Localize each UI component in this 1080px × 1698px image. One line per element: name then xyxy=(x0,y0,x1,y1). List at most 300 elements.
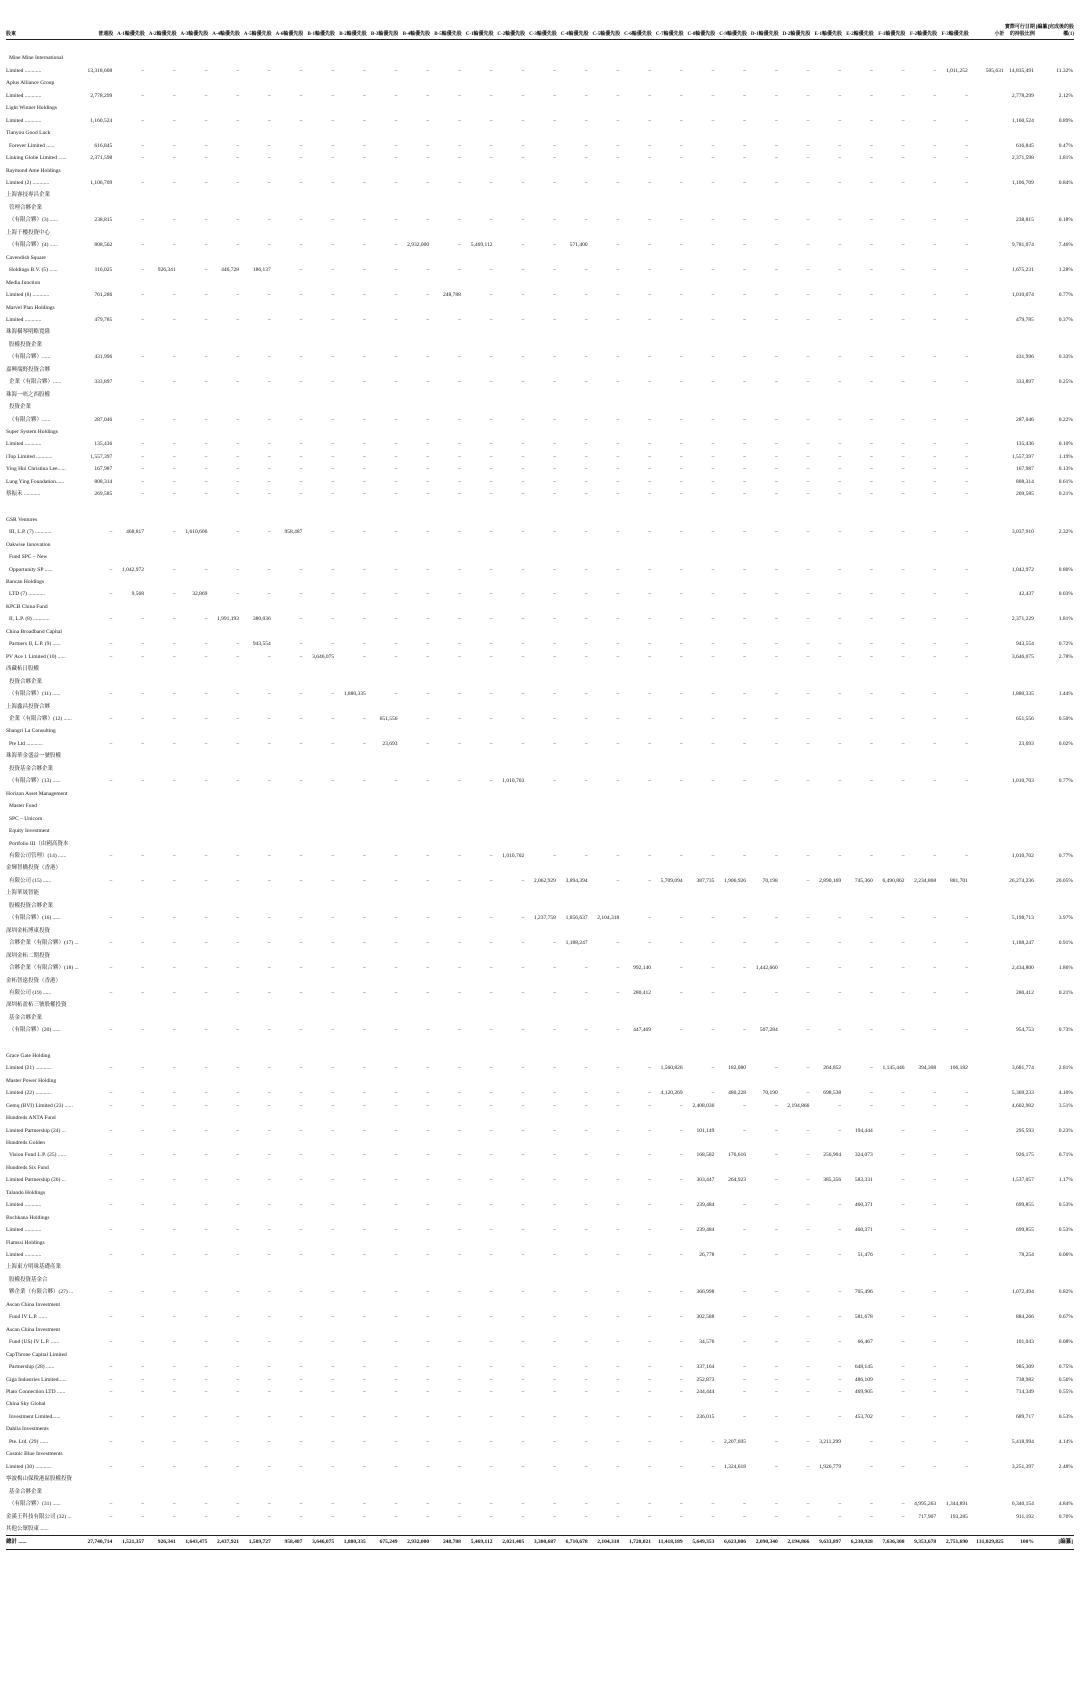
table-cell: – xyxy=(901,1438,905,1445)
table-cell xyxy=(905,1398,937,1410)
table-cell xyxy=(430,1523,462,1536)
table-cell xyxy=(335,1448,367,1460)
table-cell: – xyxy=(489,1152,493,1159)
table-cell xyxy=(715,1398,747,1410)
table-cell xyxy=(874,999,906,1011)
table-cell xyxy=(842,1075,874,1087)
table-cell: – xyxy=(743,1102,746,1109)
table-cell xyxy=(937,40,969,53)
table-cell: – xyxy=(648,1102,651,1109)
shareholder-name: Ascan China Investment xyxy=(6,1326,61,1333)
table-cell xyxy=(810,77,842,89)
table-cell xyxy=(208,165,240,177)
table-cell xyxy=(715,1012,747,1024)
table-cell: – xyxy=(616,1252,620,1259)
table-cell: – xyxy=(584,217,588,224)
table-cell: – xyxy=(870,852,873,859)
table-cell: – xyxy=(141,1065,144,1072)
table-cell: – xyxy=(394,1413,398,1420)
table-cell: – xyxy=(838,653,842,660)
table-cell xyxy=(842,40,874,53)
table-cell: – xyxy=(299,1127,303,1134)
table-cell: – xyxy=(426,292,430,299)
table-cell xyxy=(842,102,874,114)
table-cell: – xyxy=(870,641,873,648)
table-cell: – xyxy=(711,653,715,660)
table-cell xyxy=(80,887,114,899)
table-cell xyxy=(715,701,747,713)
table-cell xyxy=(969,414,1005,426)
table-cell xyxy=(779,1448,811,1460)
table-cell: – xyxy=(648,179,651,186)
table-cell: 0.22% xyxy=(1058,416,1073,423)
table-cell xyxy=(747,1523,779,1536)
table-row-label-continuation xyxy=(6,813,1074,825)
table-cell xyxy=(367,1012,399,1024)
table-cell: – xyxy=(616,67,620,74)
table-row xyxy=(6,1374,1074,1386)
table-cell: – xyxy=(141,1252,144,1259)
table-cell: – xyxy=(743,1289,746,1296)
table-cell xyxy=(715,326,747,338)
table-cell: – xyxy=(363,1513,366,1520)
table-cell: – xyxy=(331,1202,335,1209)
table-cell xyxy=(208,1162,240,1174)
table-cell: – xyxy=(870,478,873,485)
table-cell: – xyxy=(141,217,144,224)
table-cell: – xyxy=(521,740,525,747)
table-cell: – xyxy=(648,92,651,99)
table-row-label-continuation xyxy=(6,1162,1074,1174)
table-cell xyxy=(810,1112,842,1124)
table-cell xyxy=(905,1212,937,1224)
table-cell: – xyxy=(394,1364,398,1371)
table-cell xyxy=(335,539,367,551)
table-cell xyxy=(494,813,526,825)
table-cell xyxy=(80,102,114,114)
table-cell: – xyxy=(965,1177,968,1184)
table-cell xyxy=(367,227,399,239)
table-cell: – xyxy=(553,242,556,249)
shareholder-name: Limited (2) ............ xyxy=(6,179,50,186)
table-cell xyxy=(335,339,367,351)
table-cell: 194,444 xyxy=(854,1127,873,1134)
table-cell xyxy=(1035,999,1074,1011)
table-cell: – xyxy=(236,1438,239,1445)
table-cell xyxy=(684,701,716,713)
table-cell xyxy=(335,975,367,987)
table-cell xyxy=(113,1473,145,1485)
table-cell xyxy=(430,800,462,812)
table-cell: – xyxy=(743,989,746,996)
table-cell: – xyxy=(616,1513,620,1520)
table-cell: – xyxy=(933,416,937,423)
table-cell xyxy=(272,77,304,89)
table-cell: – xyxy=(774,316,778,323)
table-cell: 167,987 xyxy=(94,466,113,473)
table-cell xyxy=(1035,1012,1074,1024)
table-cell xyxy=(335,52,367,64)
table-cell xyxy=(177,364,209,376)
table-cell xyxy=(398,426,430,438)
table-cell xyxy=(272,1324,304,1336)
shareholding-table-container xyxy=(6,2,1074,1550)
table-cell xyxy=(145,1523,177,1536)
table-cell: 366,998 xyxy=(696,1289,715,1296)
table-cell: – xyxy=(489,354,493,361)
table-cell: – xyxy=(679,117,683,124)
table-cell: – xyxy=(363,453,366,460)
shareholder-name: 上海睿技專昌企業 xyxy=(6,192,51,199)
table-cell: – xyxy=(426,591,430,598)
table-cell: – xyxy=(204,491,208,498)
table-cell xyxy=(367,1448,399,1460)
table-cell xyxy=(240,189,272,201)
table-cell xyxy=(557,252,589,264)
table-cell: – xyxy=(426,491,430,498)
table-cell: – xyxy=(648,441,651,448)
table-cell xyxy=(905,701,937,713)
table-cell xyxy=(874,40,906,53)
table-cell xyxy=(398,750,430,762)
table-cell xyxy=(874,127,906,139)
table-cell: – xyxy=(965,529,968,536)
table-cell xyxy=(874,1212,906,1224)
table-cell xyxy=(589,102,621,114)
table-cell xyxy=(303,1299,335,1311)
table-cell: – xyxy=(426,1252,430,1259)
table-cell: – xyxy=(679,1202,683,1209)
table-cell xyxy=(937,825,969,837)
table-cell: – xyxy=(458,142,461,149)
table-cell xyxy=(652,1398,684,1410)
table-cell: – xyxy=(806,778,810,785)
table-cell xyxy=(525,1050,557,1062)
shareholder-name: （有限合夥）(3) ...... xyxy=(9,217,59,224)
table-cell xyxy=(145,514,177,526)
total-cell: 2,194,866 xyxy=(779,1536,811,1549)
table-cell: – xyxy=(711,155,715,162)
table-cell: – xyxy=(521,1027,525,1034)
table-cell xyxy=(969,526,1005,538)
table-cell xyxy=(747,339,779,351)
table-cell xyxy=(462,1112,494,1124)
table-cell: 0.53% xyxy=(1058,1202,1073,1209)
table-cell xyxy=(525,539,557,551)
table-cell: – xyxy=(394,778,398,785)
table-cell xyxy=(779,1050,811,1062)
table-cell xyxy=(113,1398,145,1410)
table-cell xyxy=(177,725,209,737)
table-cell: – xyxy=(426,117,430,124)
table-cell xyxy=(113,52,145,64)
table-cell: – xyxy=(331,478,335,485)
table-cell: – xyxy=(236,1227,239,1234)
table-cell: – xyxy=(616,379,620,386)
table-cell xyxy=(494,701,526,713)
table-cell: – xyxy=(267,1152,271,1159)
table-cell: – xyxy=(489,217,493,224)
table-cell xyxy=(937,800,969,812)
table-cell: – xyxy=(267,566,271,573)
table-cell: – xyxy=(901,416,905,423)
table-cell: 1.81% xyxy=(1058,155,1073,162)
table-cell: – xyxy=(679,142,683,149)
table-cell: – xyxy=(806,1127,810,1134)
table-cell xyxy=(969,514,1005,526)
table-cell xyxy=(1035,539,1074,551)
table-cell xyxy=(80,750,114,762)
table-cell: – xyxy=(584,852,588,859)
table-cell: – xyxy=(172,740,176,747)
table-cell: 2,207,695 xyxy=(724,1438,746,1445)
table-cell xyxy=(177,539,209,551)
table-cell xyxy=(367,887,399,899)
table-cell: – xyxy=(584,1177,588,1184)
table-cell: – xyxy=(553,1438,556,1445)
table-cell xyxy=(874,189,906,201)
table-cell xyxy=(1035,401,1074,413)
table-cell xyxy=(303,813,335,825)
table-cell xyxy=(525,1212,557,1224)
table-cell: – xyxy=(584,1152,588,1159)
table-cell: – xyxy=(553,740,556,747)
table-cell: – xyxy=(109,1027,113,1034)
table-cell xyxy=(589,339,621,351)
table-cell: – xyxy=(141,1389,144,1396)
table-cell xyxy=(652,763,684,775)
table-cell: – xyxy=(141,1339,144,1346)
shareholder-name: 夥企業（有限合夥）(27) ... xyxy=(9,1289,74,1296)
table-cell xyxy=(272,539,304,551)
table-cell xyxy=(494,1523,526,1536)
table-cell: – xyxy=(426,529,430,536)
table-cell xyxy=(684,1050,716,1062)
table-cell xyxy=(208,999,240,1011)
table-cell xyxy=(937,389,969,401)
table-cell: – xyxy=(838,354,842,361)
table-cell xyxy=(969,1012,1005,1024)
table-cell: 943,554 xyxy=(1016,641,1034,648)
table-cell: – xyxy=(172,1102,176,1109)
table-cell: – xyxy=(774,1314,778,1321)
table-cell xyxy=(905,227,937,239)
table-cell: – xyxy=(394,1376,398,1383)
table-cell xyxy=(494,551,526,563)
table-row xyxy=(6,1100,1074,1112)
table-cell xyxy=(80,302,114,314)
table-cell xyxy=(1035,364,1074,376)
table-cell xyxy=(430,1274,462,1286)
table-cell xyxy=(969,564,1005,576)
table-cell: – xyxy=(838,989,842,996)
table-cell: – xyxy=(267,1252,271,1259)
table-cell: – xyxy=(648,691,651,698)
table-cell: – xyxy=(933,267,937,274)
table-cell xyxy=(303,663,335,675)
table-cell: 303,447 xyxy=(696,1177,715,1184)
table-cell xyxy=(652,1261,684,1273)
table-cell: – xyxy=(204,1314,208,1321)
table-cell xyxy=(494,1212,526,1224)
table-cell: – xyxy=(616,354,620,361)
table-row xyxy=(6,850,1074,862)
shareholder-name: Giga Industries Limited...... xyxy=(6,1376,67,1383)
shareholder-name: 合夥企業（有限合夥）(18) ... xyxy=(9,965,79,972)
table-cell xyxy=(525,725,557,737)
table-cell: – xyxy=(870,142,873,149)
table-cell xyxy=(240,1423,272,1435)
table-cell: – xyxy=(267,379,271,386)
table-cell xyxy=(905,1237,937,1249)
table-cell xyxy=(969,999,1005,1011)
table-cell xyxy=(684,950,716,962)
table-cell xyxy=(525,1324,557,1336)
shareholder-name: 基金合夥企業 xyxy=(9,1014,43,1021)
column-header: D-1輪優先股 xyxy=(747,2,779,40)
table-cell: 881,701 xyxy=(949,877,968,884)
table-cell xyxy=(1005,1448,1035,1460)
table-cell: – xyxy=(236,155,239,162)
table-cell: 14,835,491 xyxy=(1009,67,1034,74)
table-cell xyxy=(715,838,747,850)
table-cell xyxy=(747,302,779,314)
table-cell xyxy=(715,1075,747,1087)
shareholder-name: 上海千樓投資中心 xyxy=(6,229,51,236)
table-cell xyxy=(177,887,209,899)
table-cell xyxy=(589,975,621,987)
table-cell xyxy=(557,1324,589,1336)
table-cell: – xyxy=(489,142,493,149)
table-cell: – xyxy=(553,478,556,485)
table-cell xyxy=(177,426,209,438)
table-cell: 20.05% xyxy=(1056,877,1073,884)
table-cell: – xyxy=(838,915,842,922)
table-cell: – xyxy=(743,179,746,186)
shareholder-name: 上海華晟智能 xyxy=(6,890,40,897)
table-cell xyxy=(430,389,462,401)
table-cell xyxy=(145,252,177,264)
table-cell xyxy=(462,426,494,438)
table-cell: 0.08% xyxy=(1058,1339,1073,1346)
table-cell: – xyxy=(489,1339,493,1346)
table-cell: – xyxy=(584,466,588,473)
table-cell: – xyxy=(458,616,461,623)
table-cell: – xyxy=(648,316,651,323)
table-cell xyxy=(589,1523,621,1536)
table-cell: – xyxy=(743,142,746,149)
total-cell: 2,104,318 xyxy=(589,1536,621,1549)
table-cell: – xyxy=(426,267,430,274)
table-cell: – xyxy=(204,1152,208,1159)
table-cell xyxy=(335,227,367,239)
table-cell: – xyxy=(553,416,556,423)
table-cell: – xyxy=(521,566,525,573)
table-cell: – xyxy=(774,529,778,536)
table-cell xyxy=(430,1212,462,1224)
table-cell xyxy=(145,813,177,825)
table-cell xyxy=(589,626,621,638)
table-cell: – xyxy=(172,242,176,249)
table-cell xyxy=(525,326,557,338)
table-cell xyxy=(303,1423,335,1435)
column-header: B-1輪優先股 xyxy=(303,2,335,40)
table-cell xyxy=(462,77,494,89)
table-cell xyxy=(1005,339,1035,351)
table-cell xyxy=(969,127,1005,139)
table-cell xyxy=(747,626,779,638)
table-cell: 101,149 xyxy=(696,1127,715,1134)
table-row xyxy=(6,588,1074,600)
table-cell xyxy=(1005,663,1035,675)
table-cell: – xyxy=(806,1289,810,1296)
table-cell xyxy=(177,189,209,201)
table-cell xyxy=(779,1299,811,1311)
table-cell xyxy=(842,750,874,762)
table-cell: – xyxy=(236,466,239,473)
table-cell xyxy=(842,925,874,937)
table-cell xyxy=(842,189,874,201)
table-cell xyxy=(810,750,842,762)
table-cell: – xyxy=(838,491,842,498)
table-cell xyxy=(494,401,526,413)
table-cell xyxy=(303,227,335,239)
table-cell: – xyxy=(584,778,588,785)
table-cell: – xyxy=(394,316,398,323)
table-cell xyxy=(462,1486,494,1498)
table-cell: – xyxy=(901,242,905,249)
table-cell xyxy=(810,1187,842,1199)
shareholder-name: 企業（有限合夥）(12) ...... xyxy=(9,716,72,722)
table-cell xyxy=(272,925,304,937)
table-cell: – xyxy=(711,616,715,623)
table-cell xyxy=(208,1050,240,1062)
shareholder-name: Limited ............ xyxy=(6,1202,42,1209)
table-cell xyxy=(177,788,209,800)
table-cell xyxy=(779,725,811,737)
table-cell: – xyxy=(331,778,335,785)
table-cell: – xyxy=(521,416,525,423)
table-cell xyxy=(905,102,937,114)
table-cell xyxy=(715,763,747,775)
table-cell xyxy=(462,1398,494,1410)
table-cell xyxy=(1005,77,1035,89)
table-cell xyxy=(113,1162,145,1174)
table-cell: 3,681,774 xyxy=(1011,1065,1034,1072)
table-cell xyxy=(652,1349,684,1361)
table-cell xyxy=(398,52,430,64)
table-cell: – xyxy=(204,1376,208,1383)
table-cell: – xyxy=(521,1065,525,1072)
table-cell xyxy=(905,825,937,837)
table-cell: – xyxy=(584,491,588,498)
table-cell: 651,556 xyxy=(379,716,398,722)
table-cell xyxy=(462,1237,494,1249)
table-cell xyxy=(335,277,367,289)
table-cell: – xyxy=(489,915,493,922)
table-cell xyxy=(620,227,652,239)
table-cell xyxy=(240,1523,272,1536)
table-row xyxy=(6,738,1074,750)
table-cell xyxy=(430,1137,462,1149)
table-cell xyxy=(80,539,114,551)
shareholder-name xyxy=(6,40,80,53)
table-cell xyxy=(969,1411,1005,1423)
table-cell: – xyxy=(933,155,937,162)
table-row xyxy=(6,351,1074,363)
table-cell: – xyxy=(584,616,588,623)
table-cell xyxy=(842,401,874,413)
